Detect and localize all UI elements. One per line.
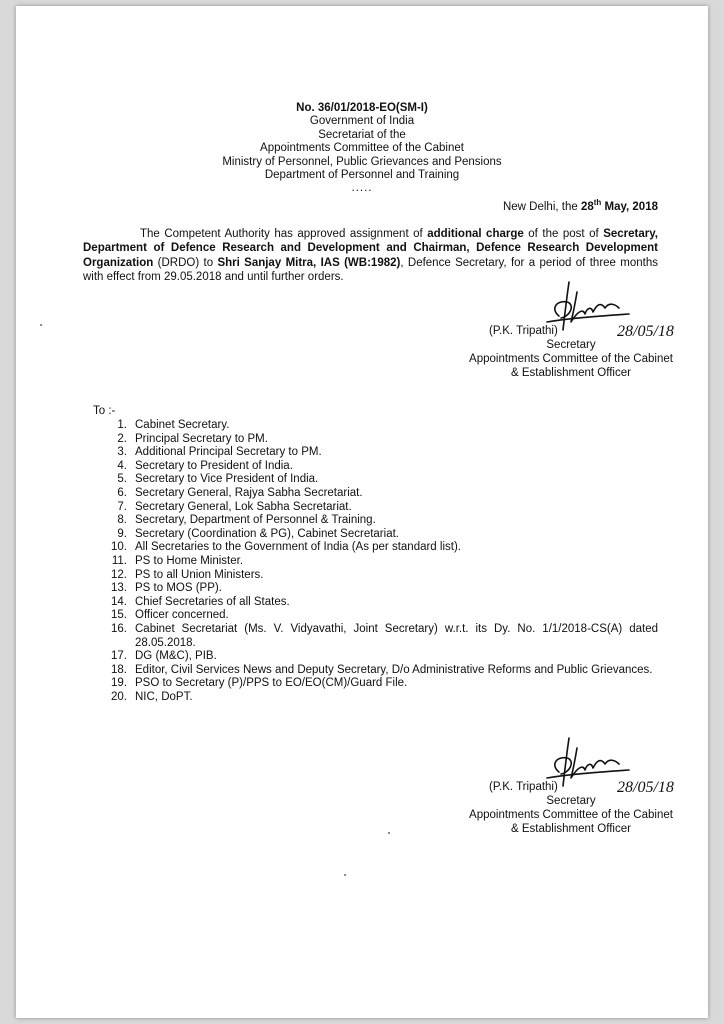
reference-number: No. 36/01/2018-EO(SM-I)	[296, 102, 428, 114]
distribution-item-text: Secretary General, Lok Sabha Secretariat.	[135, 500, 352, 513]
distribution-item-text: Secretary to President of India.	[135, 459, 293, 472]
document-page	[16, 6, 708, 1018]
distribution-item	[93, 446, 658, 460]
distribution-item-number: 18.	[111, 663, 127, 676]
distribution-item-text: Additional Principal Secretary to PM.	[135, 446, 322, 459]
distribution-item-number: 14.	[111, 595, 127, 608]
distribution-item	[93, 596, 658, 610]
signature-date-scribble: 28/05/18	[617, 323, 674, 340]
header-line-ministry: Ministry of Personnel, Public Grievances and Pensions	[222, 155, 502, 168]
order-paragraph	[83, 227, 658, 285]
distribution-item	[93, 650, 658, 664]
scan-speck	[40, 324, 42, 326]
distribution-item-number: 6.	[117, 486, 127, 499]
distribution-item	[93, 623, 658, 650]
distribution-item	[93, 609, 658, 623]
distribution-item-text: Editor, Civil Services News and Deputy Secretary, D/o Administrative Reforms and Public Grievances.	[135, 663, 653, 676]
distribution-item-number: 3.	[117, 446, 127, 459]
header-line-government: Government of India	[309, 115, 415, 128]
distribution-item	[93, 582, 658, 596]
distribution-item	[93, 541, 658, 555]
distribution-item	[93, 664, 658, 678]
distribution-item-number: 7.	[117, 500, 127, 513]
signatory-name: (P.K. Tripathi)	[489, 325, 558, 337]
distribution-item-number: 8.	[117, 514, 127, 527]
distribution-item-number: 2.	[117, 432, 127, 445]
order-text-2: of the post of	[523, 228, 604, 240]
distribution-item	[93, 528, 658, 542]
header-separator: .....	[351, 182, 373, 195]
distribution-item-number: 4.	[117, 459, 127, 472]
office-memorandum	[16, 6, 708, 1018]
signatory-office-1: Appointments Committee of the Cabinet	[469, 353, 673, 365]
header-line-secretariat: Secretariat of the	[318, 128, 406, 141]
distribution-item-text: Secretary (Coordination & PG), Cabinet Secretariat.	[135, 527, 399, 540]
document-header	[16, 102, 708, 196]
distribution-item-number: 16.	[111, 622, 127, 635]
header-line-department: Department of Personnel and Training	[264, 169, 460, 182]
distribution-item	[93, 501, 658, 515]
distribution-item-text: PS to MOS (PP).	[135, 582, 222, 595]
order-text-3: (DRDO) to	[153, 256, 218, 269]
distribution-item	[93, 419, 658, 433]
distribution-item-text: Secretary General, Rajya Sabha Secretariat.	[135, 486, 363, 499]
distribution-item	[93, 473, 658, 487]
distribution-item-text: Secretary, Department of Personnel & Training.	[135, 514, 376, 527]
distribution-item	[93, 433, 658, 447]
distribution-item-text: NIC, DoPT.	[135, 690, 193, 703]
header-line-acc: Appointments Committee of the Cabinet	[260, 142, 464, 155]
order-bold-officer: Shri Sanjay Mitra, IAS (WB:1982)	[217, 256, 401, 269]
signatory-designation: Secretary	[546, 339, 596, 351]
distribution-item-text: Secretary to Vice President of India.	[135, 473, 319, 486]
distribution-item	[93, 677, 658, 691]
distribution-item-text: PS to Home Minister.	[135, 554, 244, 567]
signatory-office-2: & Establishment Officer	[511, 823, 631, 835]
scan-speck	[388, 832, 390, 834]
distribution-item-number: 1.	[117, 419, 127, 431]
distribution-item-number: 19.	[111, 677, 127, 690]
distribution-item-number: 10.	[111, 541, 127, 554]
scan-speck	[344, 874, 346, 876]
order-bold-post: Secretary, Department of Defence Research and Development and Chairman, Defence Research Development Organization	[83, 228, 658, 269]
distribution-item	[93, 514, 658, 528]
dateline-suffix: th	[593, 198, 602, 207]
distribution-item-text: Cabinet Secretariat (Ms. V. Vidyavathi, Joint Secretary) w.r.t. its Dy. No. 1/1/2018-CS(A) dated 28.05.2018.	[135, 622, 658, 649]
distribution-item-number: 9.	[117, 527, 127, 540]
order-bold-charge: additional charge	[427, 228, 524, 240]
distribution-item	[93, 691, 658, 705]
distribution-item	[93, 460, 658, 474]
distribution-item-text: DG (M&C), PIB.	[135, 650, 217, 663]
order-text-4: , Defence Secretary, for a period of three months with effect from 29.05.2018 and until further orders.	[83, 256, 658, 284]
dateline-month-year: May, 2018	[601, 200, 658, 213]
distribution-item-text: PS to all Union Ministers.	[135, 568, 264, 581]
distribution-item	[93, 555, 658, 569]
distribution-item-number: 20.	[111, 690, 127, 703]
distribution-item-number: 12.	[111, 568, 127, 581]
distribution-item-text: Officer concerned.	[135, 609, 229, 622]
distribution-list	[93, 419, 658, 704]
signatory-office-2: & Establishment Officer	[511, 367, 631, 379]
order-text-1: The Competent Authority has approved assignment of	[140, 228, 428, 240]
distribution-item-number: 5.	[117, 473, 127, 486]
distribution-item-text: Chief Secretaries of all States.	[135, 595, 290, 608]
distribution-item-number: 15.	[111, 609, 127, 622]
distribution-item	[93, 487, 658, 501]
distribution-item-number: 11.	[111, 554, 127, 567]
dateline-prefix: New Delhi, the	[502, 200, 581, 213]
signatory-name: (P.K. Tripathi)	[489, 781, 558, 793]
distribution-item-number: 17.	[111, 650, 127, 663]
distribution-item-text: All Secretaries to the Government of India (As per standard list).	[135, 541, 461, 554]
distribution-item-text: PSO to Secretary (P)/PPS to EO/EO(CM)/Guard File.	[135, 677, 408, 690]
to-label: To :-	[93, 405, 116, 417]
distribution-item-number: 13.	[111, 582, 127, 595]
signatory-designation: Secretary	[546, 795, 596, 807]
dateline	[503, 196, 658, 214]
signature-date-scribble: 28/05/18	[617, 779, 674, 796]
distribution-item	[93, 569, 658, 583]
signatory-office-1: Appointments Committee of the Cabinet	[469, 809, 673, 821]
distribution-item-text: Principal Secretary to PM.	[135, 432, 268, 445]
dateline-day: 28	[580, 200, 594, 213]
distribution-item-text: Cabinet Secretary.	[135, 419, 230, 431]
